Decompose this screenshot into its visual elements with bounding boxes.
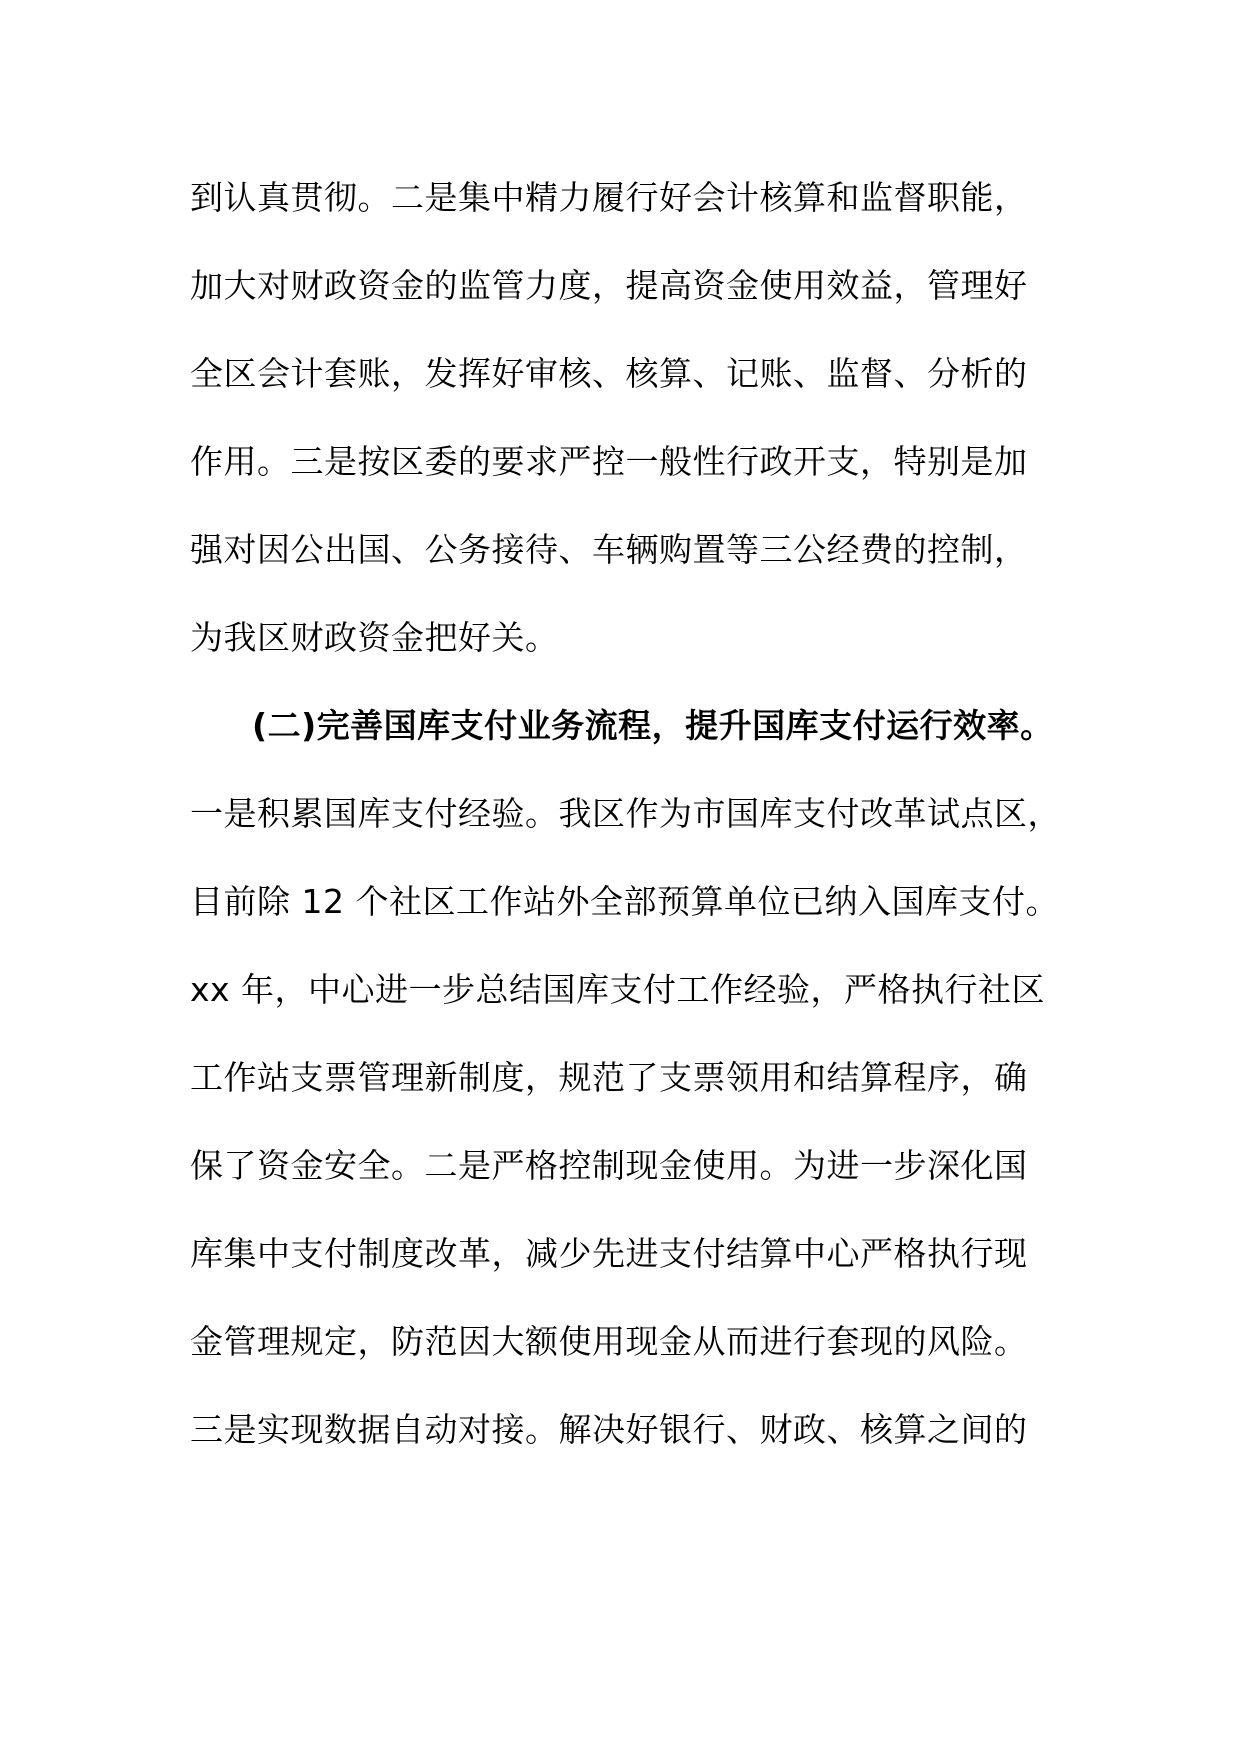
body-text-line: 金管理规定，防范因大额使用现金从而进行套现的风险。 (190, 1322, 1028, 1361)
body-text-line: 作用。三是按区委的要求严控一般性行政开支，特别是加 (190, 442, 1028, 481)
body-text-line: 到认真贯彻。二是集中精力履行好会计核算和监督职能， (190, 178, 1028, 217)
body-text-line: 加大对财政资金的监管力度，提高资金使用效益，管理好 (190, 266, 1028, 305)
body-text-line: 工作站支票管理新制度，规范了支票领用和结算程序，确 (190, 1058, 1028, 1097)
body-text-line: 目前除 12 个社区工作站外全部预算单位已纳入国库支付。 (190, 882, 1059, 921)
section-heading: (二)完善国库支付业务流程，提升国库支付运行效率。 (252, 706, 1054, 745)
body-text-line: 三是实现数据自动对接。解决好银行、财政、核算之间的 (190, 1410, 1028, 1449)
body-text-line: 强对因公出国、公务接待、车辆购置等三公经费的控制， (190, 530, 1028, 569)
body-text-line: 一是积累国库支付经验。我区作为市国库支付改革试点区， (190, 794, 1061, 833)
body-text-line: 为我区财政资金把好关。 (190, 618, 559, 657)
body-text-line: 全区会计套账，发挥好审核、核算、记账、监督、分析的 (190, 354, 1028, 393)
body-text-line: 库集中支付制度改革，减少先进支付结算中心严格执行现 (190, 1234, 1028, 1273)
body-text-line: xx 年，中心进一步总结国库支付工作经验，严格执行社区 (190, 970, 1046, 1009)
body-text-line: 保了资金安全。二是严格控制现金使用。为进一步深化国 (190, 1146, 1028, 1185)
